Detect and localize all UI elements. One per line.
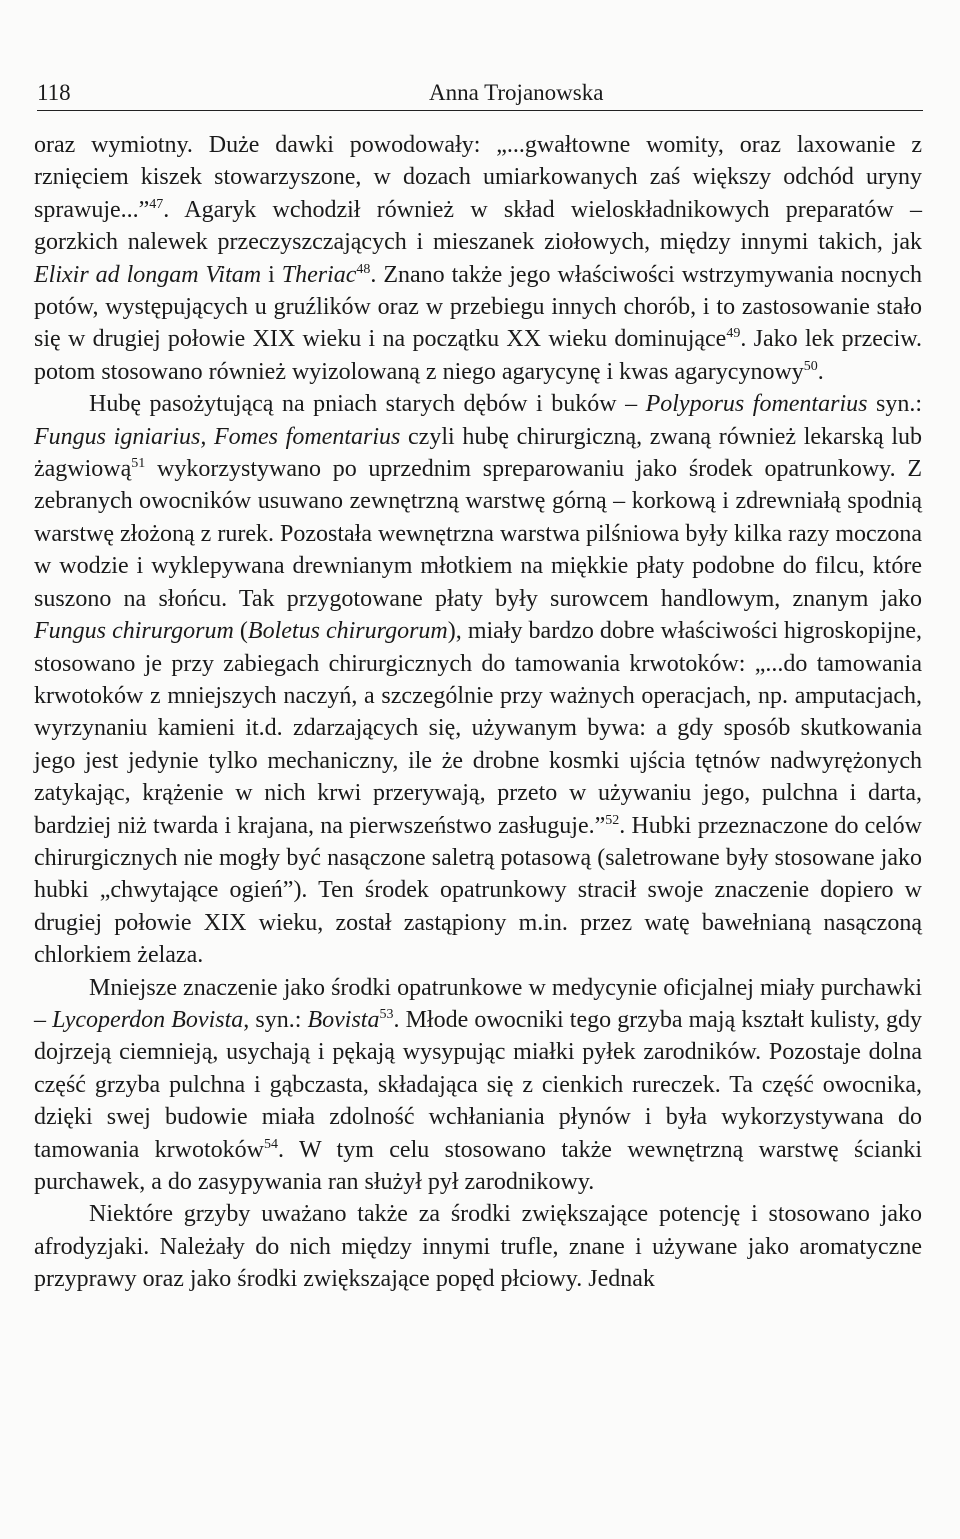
italic-term: Polyporus fomentarius	[645, 391, 868, 418]
document-page	[34, 80, 924, 1296]
footnote-ref: 50	[803, 358, 818, 374]
text-run: Hubę pasożytującą na pniach starych dębów i buków –	[89, 391, 646, 418]
footnote-ref: 53	[379, 1006, 394, 1022]
footnote-ref: 54	[264, 1136, 278, 1152]
italic-term: Lycoperdon Bovista	[52, 1006, 244, 1033]
paragraph	[34, 129, 922, 388]
text-run: czyli hubę chirurgiczną, zwaną również lekarską lub żagwiową	[34, 423, 923, 483]
text-run: (	[233, 618, 248, 645]
text-run: . Agaryk wchodził również w skład wieloskładnikowych preparatów – gorzkich nalewek przeczyszczających i mieszanek ziołowych, między innymi takich, jak	[34, 196, 922, 256]
text-run: Mniejsze znaczenie jako środki opatrunkowe w medycynie oficjalnej miały purchawki –	[34, 974, 922, 1033]
text-run: i	[261, 261, 282, 288]
text-run: syn.:	[867, 391, 922, 418]
text-run: . Jako lek przeciw. potom stosowano również wyizolowaną z niego agarycynę i kwas agarycynowy	[34, 326, 923, 385]
italic-term: Fungus igniarius, Fomes fomentarius	[34, 423, 401, 450]
footnote-ref: 52	[605, 812, 620, 828]
footnote-ref: 48	[356, 261, 371, 277]
text-run: Niektóre grzyby uważano także za środki zwiększające potencję i stosowano jako afrodyzjaki. Należały do nich między innymi trufle, znane i używane jako aromatyczne przyprawy oraz jako środki zwiększające popęd płciowy. Jednak	[34, 1201, 922, 1293]
footnote-ref: 49	[726, 326, 741, 342]
italic-term: Boletus chirurgorum	[247, 618, 448, 645]
text-run: , syn.:	[243, 1006, 308, 1033]
italic-term: Bovista	[307, 1006, 380, 1033]
text-run: . Znano także jego właściwości wstrzymywania nocnych potów, występujących u gruźlików oraz w przebiegu innych chorób, i to zastosowanie stało się w drugiej połowie XIX wieku i na początku XX wieku dominujące	[34, 261, 923, 353]
italic-term: Elixir ad longam Vitam	[34, 261, 262, 288]
text-run: .	[817, 358, 824, 385]
italic-term: Theriac	[281, 261, 357, 288]
paragraph	[34, 388, 922, 971]
text-run: ), miały bardzo dobre właściwości higroskopijne, stosowano je przy zabiegach chirurgicznych do tamowania krwotoków: „...do tamowania krwotoków z mniejszych naczyń, a szczególnie przy ważnych operacjach, np. amputacjach, wyrzynaniu kamieni it.d. zdarzających się, używanym bywa: a gdy sposób skutkowania jego jest jedynie tylko mechaniczny, ile że drobne kosmki ujścia tętnów nadwyrężonych zatykając, krążenie w nich krwi przerywają, przeto w używaniu jego, pulchna i darta, bardziej niż twarda i krajana, na pierwszeństwo zasługuje.”	[34, 618, 922, 839]
paragraph	[34, 1198, 922, 1295]
page-number: 118	[37, 80, 71, 105]
text-run: . Hubki przeznaczone do celów chirurgicznych nie mogły być nasączone saletrą potasową (saletrowane były stosowane jako hubki „chwytające ogień”). Ten środek opatrunkowy stracił swoje znaczenie dopiero w drugiej połowie XIX wieku, został zastąpiony m.in. przez watę bawełnianą nasączoną chlorkiem żelaza.	[34, 812, 922, 969]
footnote-ref: 51	[131, 456, 146, 472]
text-run: wykorzystywano po uprzednim spreparowaniu jako środek opatrunkowy. Z zebranych owocników usuwano zewnętrzną warstwę górną – korkową i zdrewniałą spodnią warstwę złożoną z rurek. Pozostała wewnętrzna warstwa pilśniowa były kilka razy moczona w wodzie i wyklepywana drewnianym młotkiem na miękkie płaty podobne do filcu, które suszono na słońcu. Tak przygotowane płaty były surowcem handlowym, znanym jako	[34, 456, 922, 612]
italic-term: Fungus chirurgorum	[34, 618, 234, 645]
text-run: . Młode owocniki tego grzyba mają kształt kulisty, gdy dojrzeją ciemnieją, usychają i pękają wysypując miałki pyłek zarodników. Pozostaje dolna część grzyba pulchna i gąbczasta, składająca się z cienkich rureczek. Ta część owocnika, dzięki swej budowie miała zdolność wchłaniania płynów i była wykorzystywana do tamowania krwotoków	[34, 1006, 923, 1163]
paragraph	[34, 972, 922, 1199]
body-text	[34, 129, 922, 1296]
footnote-ref: 47	[149, 196, 164, 212]
text-run: oraz wymiotny. Duże dawki powodowały: „...gwałtowne womity, oraz laxowanie z rznięciem kiszek stowarzyszone, w dozach umiarkowanych zaś większy odchód uryny sprawuje...”	[34, 132, 922, 223]
running-header-author: Anna Trojanowska	[429, 80, 604, 105]
text-run: . W tym celu stosowano także wewnętrzną warstwę ścianki purchawek, a do zasypywania ran służył pył zarodnikowy.	[34, 1136, 922, 1195]
running-header	[37, 80, 923, 111]
